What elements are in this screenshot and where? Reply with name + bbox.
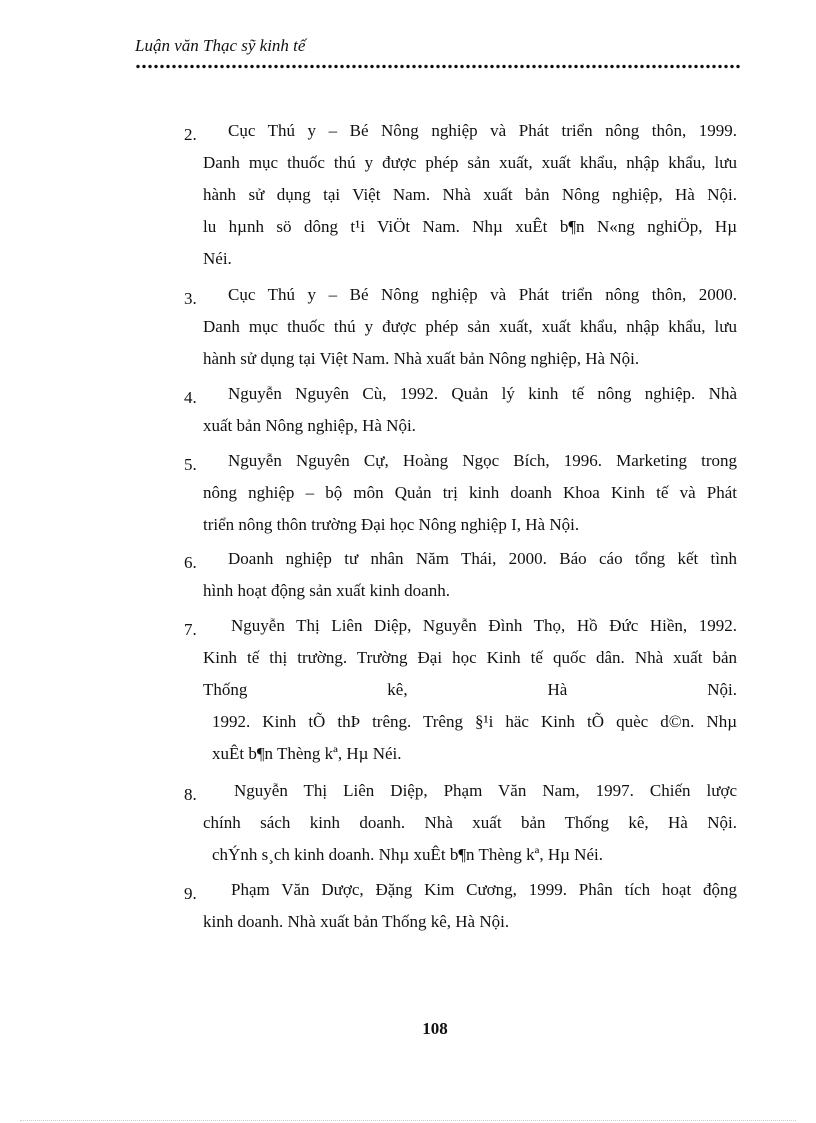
reference-number: 6.	[184, 553, 197, 572]
reference-line: triển nông thôn trường Đại học Nông nghiệp I, Hà Nội.	[203, 515, 580, 534]
reference-line: hình hoạt động sản xuất kinh doanh.	[203, 581, 450, 600]
reference-line: hành sử dụng tại Việt Nam. Nhà xuất bản Nông nghiệp, Hà Nội.	[203, 349, 640, 368]
reference-line: Nguyễn Nguyên Cù, 1992. Quản lý kinh tế nông nghiệp. Nhà	[228, 384, 737, 403]
reference-line: Nguyễn Thị Liên Diệp, Nguyễn Đình Thọ, Hồ Đức Hiền, 1992.	[231, 616, 737, 635]
reference-line: chÝnh s¸ch kinh doanh. Nhµ xuÊt b¶n Thèng kª, Hµ Néi.	[212, 845, 603, 864]
reference-line: Danh mục thuốc thú y được phép sản xuất, xuất khẩu, nhập khẩu, lưu	[203, 317, 737, 336]
reference-line: Danh mục thuốc thú y được phép sản xuất, xuất khẩu, nhập khẩu, lưu	[203, 153, 737, 172]
header-title: Luận văn Thạc sỹ kinh tế	[135, 36, 306, 55]
reference-line: xuất bản Nông nghiệp, Hà Nội.	[203, 416, 416, 435]
reference-number: 4.	[184, 388, 197, 407]
reference-number: 8.	[184, 785, 197, 804]
reference-line: lu hµnh sö dông t¹i ViÖt Nam. Nhµ xuÊt b¶n N«ng nghiÖp, Hµ	[203, 217, 737, 236]
reference-number: 5.	[184, 455, 197, 474]
reference-line: Kinh tế thị trường. Trường Đại học Kinh tế quốc dân. Nhà xuất bản	[203, 648, 737, 667]
reference-line: Thống kê, Hà Nội.	[203, 680, 737, 699]
reference-line: nông nghiệp – bộ môn Quản trị kinh doanh Khoa Kinh tế và Phát	[203, 483, 737, 502]
reference-line: 1992. Kinh tÕ thÞ trêng. Trêng §¹i häc Kinh tÕ quèc d©n. Nhµ	[212, 712, 737, 731]
reference-line: xuÊt b¶n Thèng kª, Hµ Néi.	[212, 744, 402, 763]
reference-line: Néi.	[203, 249, 232, 268]
reference-line: Phạm Văn Dược, Đặng Kim Cương, 1999. Phân tích hoạt động	[231, 880, 737, 899]
reference-line: chính sách kinh doanh. Nhà xuất bản Thống kê, Hà Nội.	[203, 813, 737, 832]
header-dotted-rule	[135, 64, 740, 69]
reference-line: Nguyễn Nguyên Cự, Hoàng Ngọc Bích, 1996. Marketing trong	[228, 451, 737, 470]
page-number: 108	[422, 1019, 448, 1038]
reference-number: 2.	[184, 125, 197, 144]
reference-line: hành sử dụng tại Việt Nam. Nhà xuất bản Nông nghiệp, Hà Nội.	[203, 185, 737, 204]
page-bottom-divider	[20, 1120, 796, 1122]
reference-line: Nguyễn Thị Liên Diệp, Phạm Văn Nam, 1997. Chiến lược	[234, 781, 737, 800]
reference-line: Cục Thú y – Bé Nông nghiệp và Phát triển nông thôn, 1999.	[228, 121, 737, 140]
reference-number: 7.	[184, 620, 197, 639]
reference-line: Cục Thú y – Bé Nông nghiệp và Phát triển nông thôn, 2000.	[228, 285, 737, 304]
reference-number: 9.	[184, 884, 197, 903]
reference-line: kinh doanh. Nhà xuất bản Thống kê, Hà Nội.	[203, 912, 510, 931]
reference-number: 3.	[184, 289, 197, 308]
reference-line: Doanh nghiệp tư nhân Năm Thái, 2000. Báo cáo tổng kết tình	[228, 549, 737, 568]
